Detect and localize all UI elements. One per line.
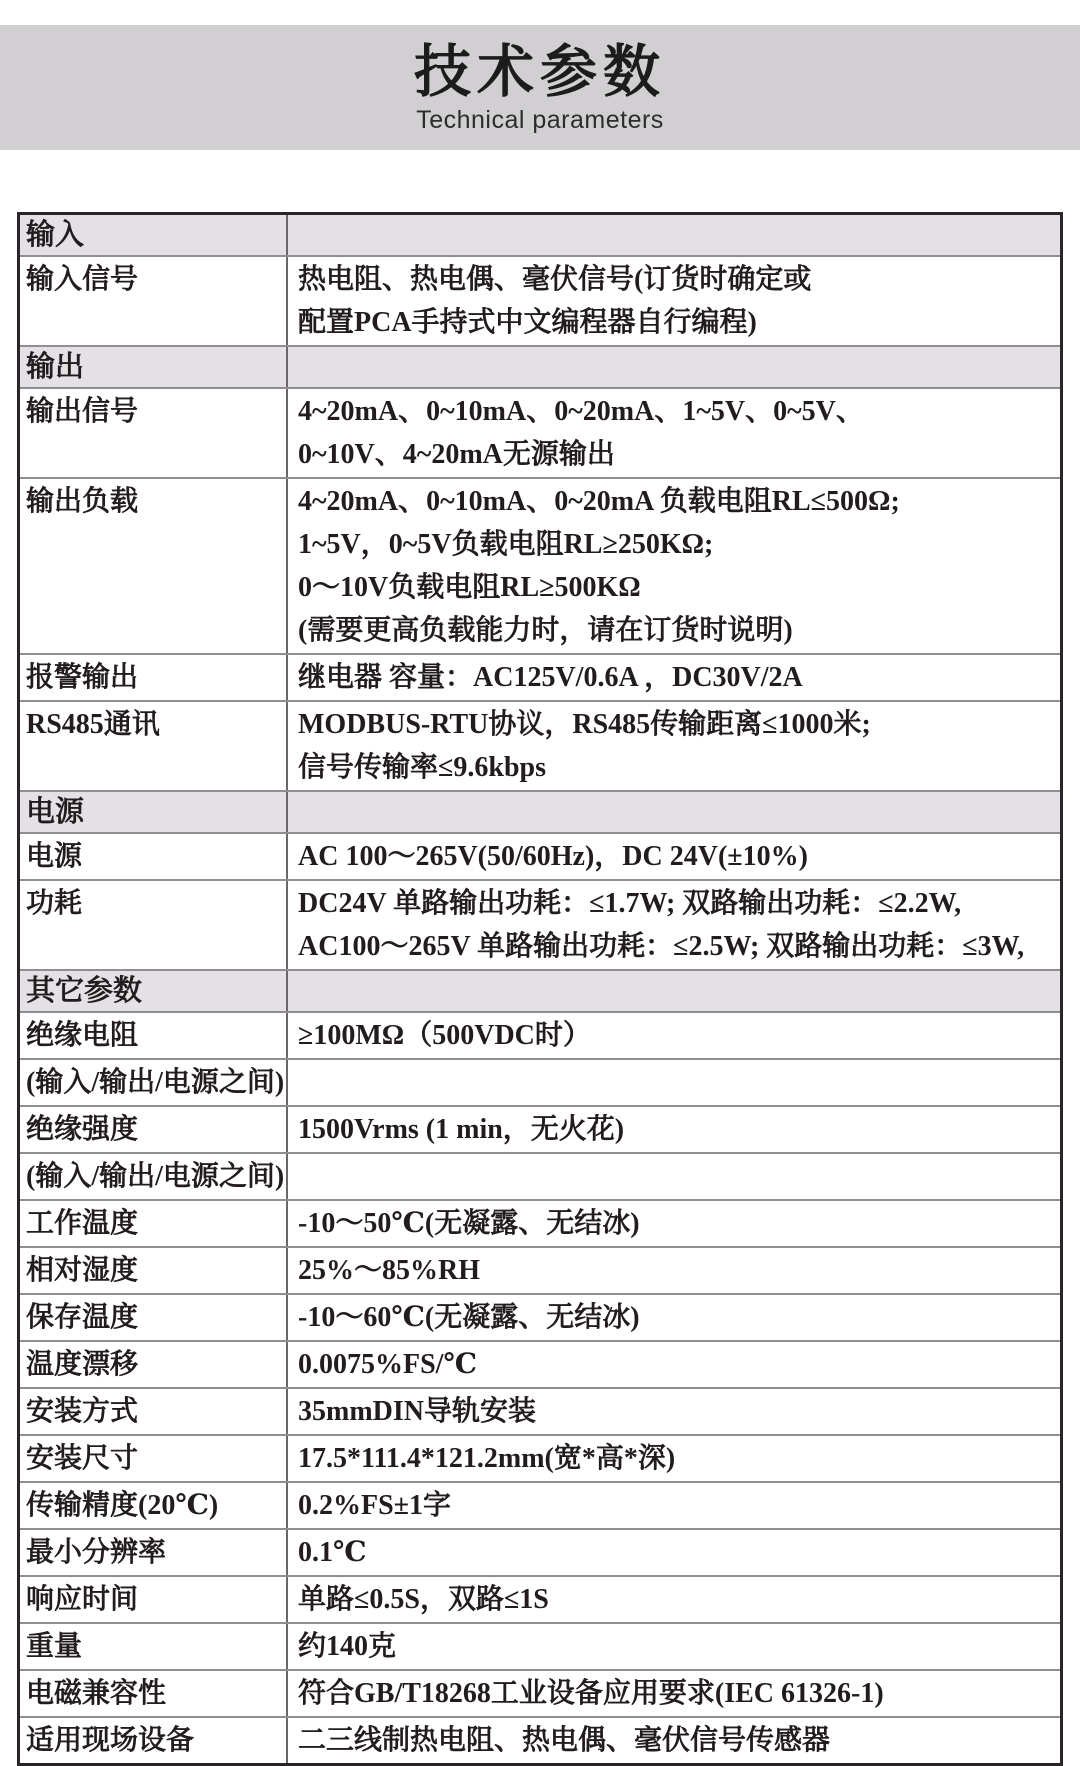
param-label: 相对湿度 xyxy=(20,1248,288,1293)
param-value xyxy=(288,1060,1060,1105)
param-value-line: (需要更高负载能力时，请在订货时说明) xyxy=(298,615,793,646)
section-label: 输出 xyxy=(20,347,288,387)
param-value-line: 4~20mA、0~10mA、0~20mA、1~5V、0~5V、 xyxy=(298,396,864,427)
table-row xyxy=(20,832,1060,879)
param-label: 输入信号 xyxy=(20,257,288,345)
param-value-line: 1~5V，0~5V负载电阻RL≥250KΩ; xyxy=(298,529,714,560)
table-row xyxy=(20,1199,1060,1246)
param-value-line: 35mmDIN导轨安装 xyxy=(298,1396,536,1427)
param-label: 保存温度 xyxy=(20,1295,288,1340)
param-value-line: ≥100MΩ（500VDC时） xyxy=(298,1020,591,1051)
param-label: (输入/输出/电源之间) xyxy=(20,1060,288,1105)
param-value xyxy=(288,1436,1060,1481)
param-value xyxy=(288,1718,1060,1763)
section-row xyxy=(20,790,1060,832)
param-value xyxy=(288,1107,1060,1152)
param-value-line: -10～60℃(无凝露、无结冰) xyxy=(298,1302,640,1333)
param-value-line: 0.0075%FS/℃ xyxy=(298,1349,478,1380)
param-label: 温度漂移 xyxy=(20,1342,288,1387)
param-value-line: -10～50℃(无凝露、无结冰) xyxy=(298,1208,640,1239)
param-label: 绝缘强度 xyxy=(20,1107,288,1152)
table-row xyxy=(20,653,1060,700)
param-value xyxy=(288,1577,1060,1622)
page-subtitle: Technical parameters xyxy=(416,106,664,134)
param-value xyxy=(288,1154,1060,1199)
param-value xyxy=(288,257,1060,345)
param-value xyxy=(288,702,1060,790)
table-row xyxy=(20,1434,1060,1481)
param-value xyxy=(288,834,1060,879)
param-label: RS485通讯 xyxy=(20,702,288,790)
param-value-line: 配置PCA手持式中文编程器自行编程) xyxy=(298,307,757,338)
param-value xyxy=(288,479,1060,653)
param-label: 功耗 xyxy=(20,881,288,969)
table-row xyxy=(20,879,1060,969)
param-label: 安装尺寸 xyxy=(20,1436,288,1481)
header-band xyxy=(0,25,1080,150)
param-label: 重量 xyxy=(20,1624,288,1669)
table-row xyxy=(20,1152,1060,1199)
param-value-line: 0.2%FS±1字 xyxy=(298,1490,452,1521)
param-value-line: 热电阻、热电偶、毫伏信号(订货时确定或 xyxy=(298,264,812,295)
param-label: 最小分辨率 xyxy=(20,1530,288,1575)
page-title: 技术参数 xyxy=(414,40,666,104)
param-label: 传输精度(20℃) xyxy=(20,1483,288,1528)
param-label: 适用现场设备 xyxy=(20,1718,288,1763)
table-row xyxy=(20,1340,1060,1387)
param-value xyxy=(288,792,1060,832)
param-label: 输出信号 xyxy=(20,389,288,477)
param-value-line: 继电器 容量：AC125V/0.6A ，DC30V/2A xyxy=(298,662,803,693)
param-label: 电磁兼容性 xyxy=(20,1671,288,1716)
param-value xyxy=(288,1624,1060,1669)
param-value-line: AC 100～265V(50/60Hz)，DC 24V(±10%) xyxy=(298,841,808,872)
param-value xyxy=(288,1248,1060,1293)
table-row xyxy=(20,387,1060,477)
param-value xyxy=(288,1389,1060,1434)
section-row xyxy=(20,215,1060,255)
param-value xyxy=(288,347,1060,387)
param-value-line: 0.1℃ xyxy=(298,1537,367,1568)
param-value xyxy=(288,655,1060,700)
param-value xyxy=(288,1201,1060,1246)
table-row xyxy=(20,1058,1060,1105)
section-row xyxy=(20,969,1060,1011)
param-value-line: 符合GB/T18268工业设备应用要求(IEC 61326-1) xyxy=(298,1678,884,1709)
table-row xyxy=(20,1387,1060,1434)
table-row xyxy=(20,1622,1060,1669)
param-label: 安装方式 xyxy=(20,1389,288,1434)
param-value-line: 约140克 xyxy=(298,1631,397,1662)
param-value-line: DC24V 单路输出功耗：≤1.7W; 双路输出功耗：≤2.2W, xyxy=(298,888,962,919)
table-row xyxy=(20,1293,1060,1340)
param-value xyxy=(288,881,1060,969)
param-value-line: AC100～265V 单路输出功耗：≤2.5W; 双路输出功耗：≤3W, xyxy=(298,931,1025,962)
param-value-line: 25%～85%RH xyxy=(298,1255,481,1286)
param-value xyxy=(288,389,1060,477)
param-value-line: 二三线制热电阻、热电偶、毫伏信号传感器 xyxy=(298,1725,831,1756)
table-row xyxy=(20,700,1060,790)
param-value xyxy=(288,1295,1060,1340)
param-value-line: 17.5*111.4*121.2mm(宽*高*深) xyxy=(298,1443,676,1474)
table-row xyxy=(20,1011,1060,1058)
param-label: 报警输出 xyxy=(20,655,288,700)
table-row xyxy=(20,1716,1060,1763)
table-row xyxy=(20,1246,1060,1293)
param-value-line: 0～10V负载电阻RL≥500KΩ xyxy=(298,572,641,603)
param-value xyxy=(288,215,1060,255)
param-value-line: 0~10V、4~20mA无源输出 xyxy=(298,439,615,470)
param-label: (输入/输出/电源之间) xyxy=(20,1154,288,1199)
param-value-line: 信号传输率≤9.6kbps xyxy=(298,752,546,783)
param-value-line: 4~20mA、0~10mA、0~20mA 负载电阻RL≤500Ω; xyxy=(298,486,900,517)
param-value xyxy=(288,971,1060,1011)
param-value xyxy=(288,1530,1060,1575)
param-label: 响应时间 xyxy=(20,1577,288,1622)
param-label: 输出负载 xyxy=(20,479,288,653)
param-value-line: 1500Vrms (1 min，无火花) xyxy=(298,1114,625,1145)
param-label: 电源 xyxy=(20,834,288,879)
section-label: 其它参数 xyxy=(20,971,288,1011)
param-value xyxy=(288,1013,1060,1058)
param-value-line: 单路≤0.5S，双路≤1S xyxy=(298,1584,549,1615)
param-value xyxy=(288,1483,1060,1528)
technical-parameters-table xyxy=(17,212,1063,1766)
table-row xyxy=(20,1105,1060,1152)
param-label: 绝缘电阻 xyxy=(20,1013,288,1058)
table-row xyxy=(20,477,1060,653)
section-label: 电源 xyxy=(20,792,288,832)
table-row xyxy=(20,1481,1060,1528)
table-row xyxy=(20,1575,1060,1622)
param-label: 工作温度 xyxy=(20,1201,288,1246)
table-row xyxy=(20,1669,1060,1716)
section-label: 输入 xyxy=(20,215,288,255)
param-value xyxy=(288,1342,1060,1387)
section-row xyxy=(20,345,1060,387)
table-row xyxy=(20,255,1060,345)
param-value-line: MODBUS-RTU协议，RS485传输距离≤1000米; xyxy=(298,709,871,740)
table-row xyxy=(20,1528,1060,1575)
